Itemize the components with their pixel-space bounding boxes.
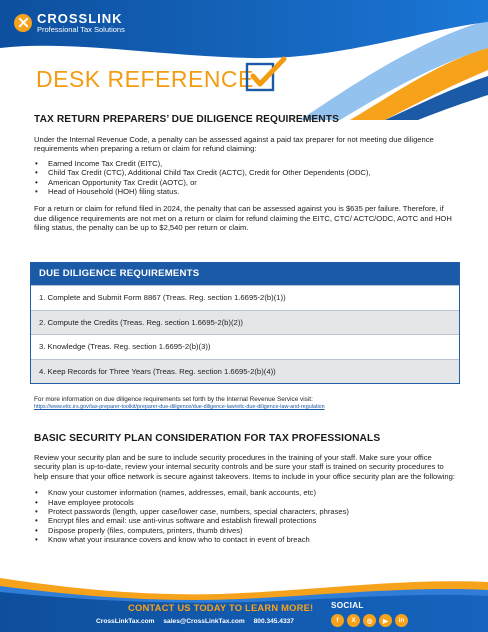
- due-diligence-requirements-table: [30, 262, 460, 384]
- facebook-icon[interactable]: f: [331, 614, 344, 627]
- x-twitter-icon[interactable]: X: [347, 614, 360, 627]
- requirements-table-title: DUE DILIGENCE REQUIREMENTS: [31, 263, 459, 285]
- section-heading-due-diligence: TAX RETURN PREPARERS’ DUE DILIGENCE REQUIREMENTS: [34, 114, 339, 125]
- list-item: • Earned Income Tax Credit (EITC),: [34, 159, 458, 168]
- phone-number: 800.345.4337: [253, 618, 294, 625]
- header-banner: [0, 0, 488, 120]
- contact-cta: CONTACT US TODAY TO LEARN MORE!: [128, 602, 314, 613]
- more-info-text: For more information on due diligence requirements set forth by the Internal Revenue Service visit:: [34, 396, 313, 403]
- linkedin-icon[interactable]: in: [395, 614, 408, 627]
- list-item: • Have employee protocols: [34, 498, 458, 507]
- penalty-paragraph: For a return or claim for refund filed in 2024, the penalty that can be assessed against you is $635 per failure. Therefore, if due diligence requirements are not met on a return or claim for refund claiming the EITC, CTC/ ACTC/ODC, AOTC and HOH filing status, the penalty can be up to $2,540 per return or claim.: [34, 204, 452, 233]
- due-diligence-intro-section: [34, 114, 458, 233]
- social-label: SOCIAL: [331, 601, 364, 610]
- table-row: 1. Complete and Submit Form 8867 (Treas. Reg. section 1.6695-2(b)(1)): [31, 285, 459, 310]
- brand-name: CROSSLINK: [37, 11, 123, 26]
- security-plan-section: [34, 433, 458, 545]
- website-link[interactable]: CrossLinkTax.com: [96, 618, 155, 625]
- more-info-block: [34, 396, 458, 410]
- intro-paragraph: Under the Internal Revenue Code, a penalty can be assessed against a paid tax preparer for not meeting due diligence requirements when preparing a return or claim for refund claiming:: [34, 135, 434, 154]
- table-row: 4. Keep Records for Three Years (Treas. Reg. section 1.6695-2(b)(4)): [31, 359, 459, 384]
- credit-list: [34, 159, 458, 197]
- crosslink-logo: [14, 12, 125, 34]
- contact-info-line: [96, 618, 301, 625]
- brand-tagline: Professional Tax Solutions: [37, 25, 125, 34]
- table-row: 2. Compute the Credits (Treas. Reg. section 1.6695-2(b)(2)): [31, 310, 459, 335]
- table-row: 3. Knowledge (Treas. Reg. section 1.6695-2(b)(3)): [31, 334, 459, 359]
- checkbox-check-icon: [244, 56, 288, 94]
- social-icon-row: [331, 614, 408, 627]
- list-item: • Dispose properly (files, computers, printers, thumb drives): [34, 526, 458, 535]
- list-item: • Know your customer information (names, addresses, email, bank accounts, etc): [34, 488, 458, 497]
- irs-due-diligence-link[interactable]: https://www.eitc.irs.gov/tax-preparer-toolkit/preparer-due-diligence/due-diligence-law/eitc-due-diligence-law-and-regulation: [34, 404, 325, 410]
- instagram-icon[interactable]: ◎: [363, 614, 376, 627]
- youtube-icon[interactable]: ▶: [379, 614, 392, 627]
- list-item: • Encrypt files and email: use anti-virus software and establish firewall protections: [34, 516, 458, 525]
- security-checklist: [34, 488, 458, 544]
- section-heading-security-plan: BASIC SECURITY PLAN CONSIDERATION FOR TAX PROFESSIONALS: [34, 433, 381, 444]
- crosslink-logo-icon: [14, 14, 32, 32]
- footer-banner: [0, 568, 488, 632]
- list-item: • Know what your insurance covers and know who to contact in event of breach: [34, 535, 458, 544]
- list-item: • Protect passwords (length, upper case/lower case, numbers, special characters, phrases): [34, 507, 458, 516]
- list-item: • Head of Household (HOH) filing status.: [34, 187, 458, 196]
- page-title: DESK REFERENCE: [36, 66, 254, 92]
- security-intro-paragraph: Review your security plan and be sure to include security procedures in the training of your staff. Make sure your office security plan is up-to-date, review your internal security controls and be sure your staff is trained on security procedures to help ensure that your office network is secure against takeovers. Items to include in your office security plan are the following:: [34, 453, 455, 481]
- list-item: • American Opportunity Tax Credit (AOTC), or: [34, 178, 458, 187]
- email-link[interactable]: sales@CrossLinkTax.com: [163, 618, 245, 625]
- list-item: • Child Tax Credit (CTC), Additional Child Tax Credit (ACTC), Credit for Other Dependents (ODC),: [34, 168, 458, 177]
